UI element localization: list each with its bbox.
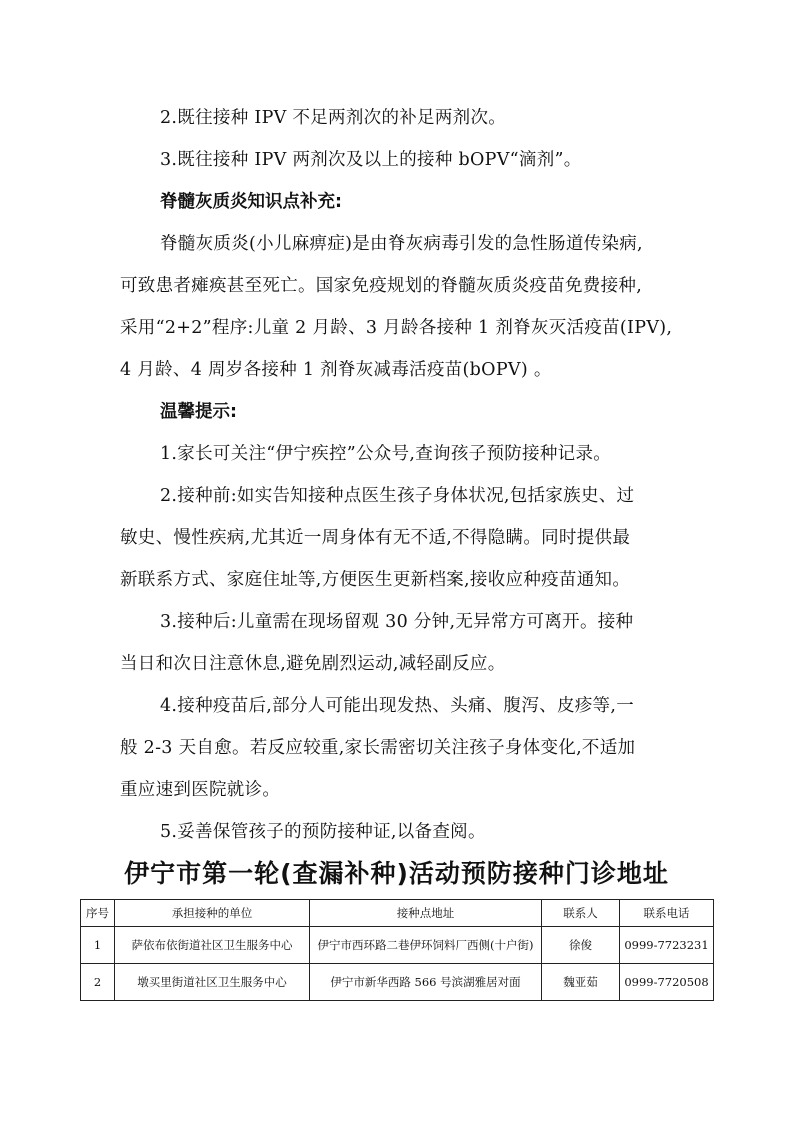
cell-contact: 魏亚茹 [542, 964, 620, 1001]
tip-line: 5.妥善保管孩子的预防接种证,以备查阅。 [160, 822, 486, 842]
tip-line: 4.接种疫苗后,部分人可能出现发热、头痛、腹泻、皮疹等,一 [160, 696, 635, 716]
tip-line: 3.接种后:儿童需在现场留观 30 分钟,无异常方可离开。接种 [160, 612, 634, 632]
section-heading-polio: 脊髓灰质炎知识点补充: [160, 192, 342, 212]
table-header-row [81, 900, 714, 927]
cell-index: 2 [81, 964, 115, 1001]
header-cell: 接种点地址 [310, 900, 542, 927]
cell-address: 伊宁市西环路二巷伊环饲料厂西侧(十户街) [310, 927, 542, 964]
cell-index: 1 [81, 927, 115, 964]
paragraph-line: 3.既往接种 IPV 两剂次及以上的接种 bOPV“滴剂”。 [160, 150, 582, 170]
tip-line: 1.家长可关注“伊宁疾控”公众号,查询孩子预防接种记录。 [160, 444, 612, 464]
paragraph-line: 采用“2+2”程序:儿童 2 月龄、3 月龄各接种 1 剂脊灰灭活疫苗(IPV), [120, 318, 673, 338]
tip-line: 般 2-3 天自愈。若反应较重,家长需密切关注孩子身体变化,不适加 [120, 738, 636, 758]
table-row [81, 927, 714, 964]
header-cell: 序号 [81, 900, 115, 927]
section-heading-tips: 温馨提示: [160, 402, 237, 422]
header-cell: 联系人 [542, 900, 620, 927]
tip-line: 敏史、慢性疾病,尤其近一周身体有无不适,不得隐瞒。同时提供最 [120, 528, 631, 548]
tip-line: 2.接种前:如实告知接种点医生孩子身体状况,包括家族史、过 [160, 486, 635, 506]
cell-phone: 0999-7723231 [620, 927, 714, 964]
paragraph-line: 可致患者瘫痪甚至死亡。国家免疫规划的脊髓灰质炎疫苗免费接种, [120, 276, 643, 296]
tip-line: 当日和次日注意休息,避免剧烈运动,减轻副反应。 [120, 654, 506, 674]
cell-phone: 0999-7720508 [620, 964, 714, 1001]
header-cell: 联系电话 [620, 900, 714, 927]
vaccination-sites-table [80, 899, 714, 1001]
cell-contact: 徐俊 [542, 927, 620, 964]
cell-address: 伊宁市新华西路 566 号滨湖雅居对面 [310, 964, 542, 1001]
header-cell: 承担接种的单位 [115, 900, 310, 927]
paragraph-line: 2.既往接种 IPV 不足两剂次的补足两剂次。 [160, 108, 507, 128]
table-title: 伊宁市第一轮(查漏补种)活动预防接种门诊地址 [124, 859, 669, 888]
cell-unit: 萨依布依街道社区卫生服务中心 [115, 927, 310, 964]
paragraph-line: 4 月龄、4 周岁各接种 1 剂脊灰减毒活疫苗(bOPV) 。 [120, 360, 552, 380]
paragraph-line: 脊髓灰质炎(小儿麻痹症)是由脊灰病毒引发的急性肠道传染病, [160, 234, 643, 254]
table-row [81, 964, 714, 1001]
tip-line: 重应速到医院就诊。 [120, 780, 281, 800]
cell-unit: 墩买里街道社区卫生服务中心 [115, 964, 310, 1001]
tip-line: 新联系方式、家庭住址等,方便医生更新档案,接收应种疫苗通知。 [120, 570, 631, 590]
